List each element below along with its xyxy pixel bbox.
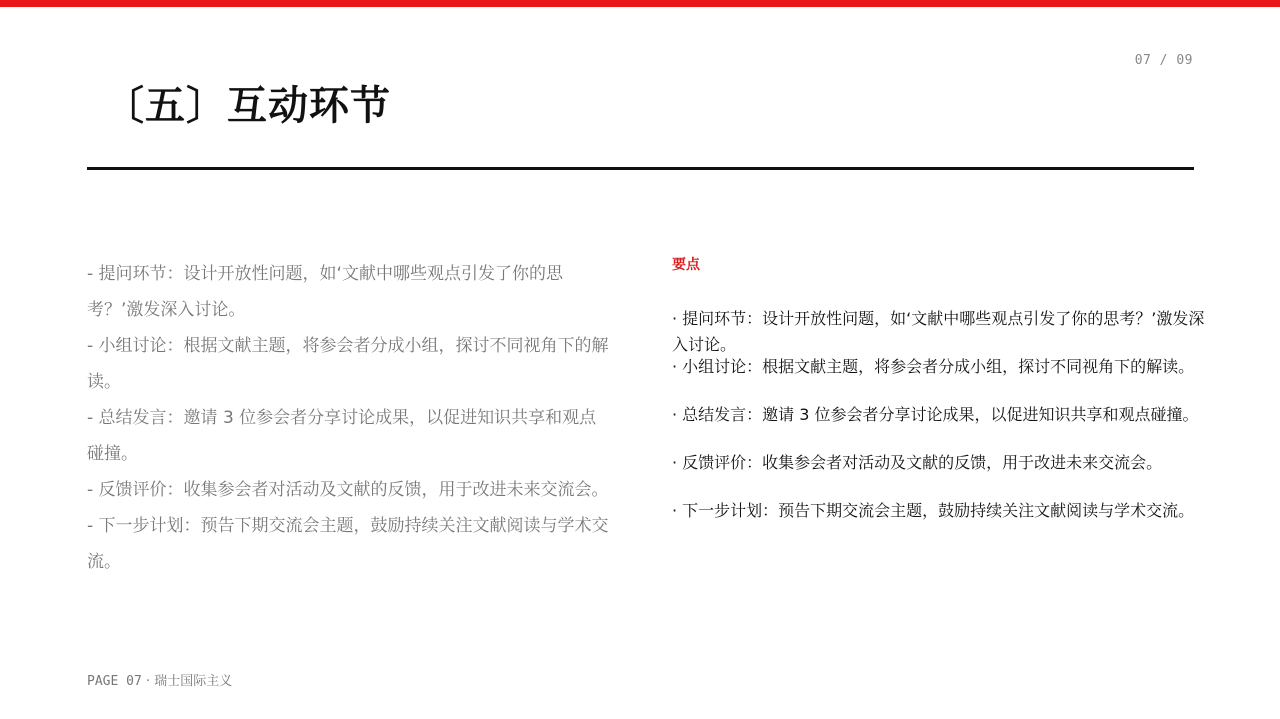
left-column [87, 256, 612, 580]
left-item-summary: - 总结发言：邀请 3 位参会者分享讨论成果，以促进知识共享和观点碰撞。 [87, 408, 597, 464]
footer-separator: · [145, 674, 151, 689]
footer-organization: 瑞士国际主义 [154, 674, 233, 689]
slide-title: 〔五〕互动环节 [104, 83, 391, 129]
key-point-questions: · 提问环节：设计开放性问题，如‘文献中哪些观点引发了你的思考？’激发深入讨论。 [672, 309, 1205, 354]
left-item-questions: - 提问环节：设计开放性问题，如‘文献中哪些观点引发了你的思考？’激发深入讨论。 [87, 264, 563, 320]
page-counter: 07 / 09 [1134, 53, 1193, 68]
left-item-feedback: - 反馈评价：收集参会者对活动及文献的反馈，用于改进未来交流会。 [87, 480, 609, 500]
footer [87, 670, 232, 689]
title-divider [87, 167, 1194, 170]
key-point-next-plan: · 下一步计划：预告下期交流会主题，鼓励持续关注文献阅读与学术交流。 [672, 501, 1195, 520]
key-points-label: 要点 [672, 257, 700, 273]
left-item-group-discussion: - 小组讨论：根据文献主题，将参会者分成小组，探讨不同视角下的解读。 [87, 336, 609, 392]
top-accent-bar [0, 0, 1280, 7]
key-point-summary: · 总结发言：邀请 3 位参会者分享讨论成果，以促进知识共享和观点碰撞。 [672, 405, 1199, 424]
key-points-panel [672, 254, 1212, 546]
key-point-feedback: · 反馈评价：收集参会者对活动及文献的反馈，用于改进未来交流会。 [672, 453, 1163, 472]
footer-page-label: PAGE 07 [87, 674, 142, 689]
left-item-next-plan: - 下一步计划：预告下期交流会主题，鼓励持续关注文献阅读与学术交流。 [87, 516, 609, 572]
key-points-list [672, 306, 1212, 546]
key-point-group-discussion: · 小组讨论：根据文献主题，将参会者分成小组，探讨不同视角下的解读。 [672, 357, 1195, 376]
